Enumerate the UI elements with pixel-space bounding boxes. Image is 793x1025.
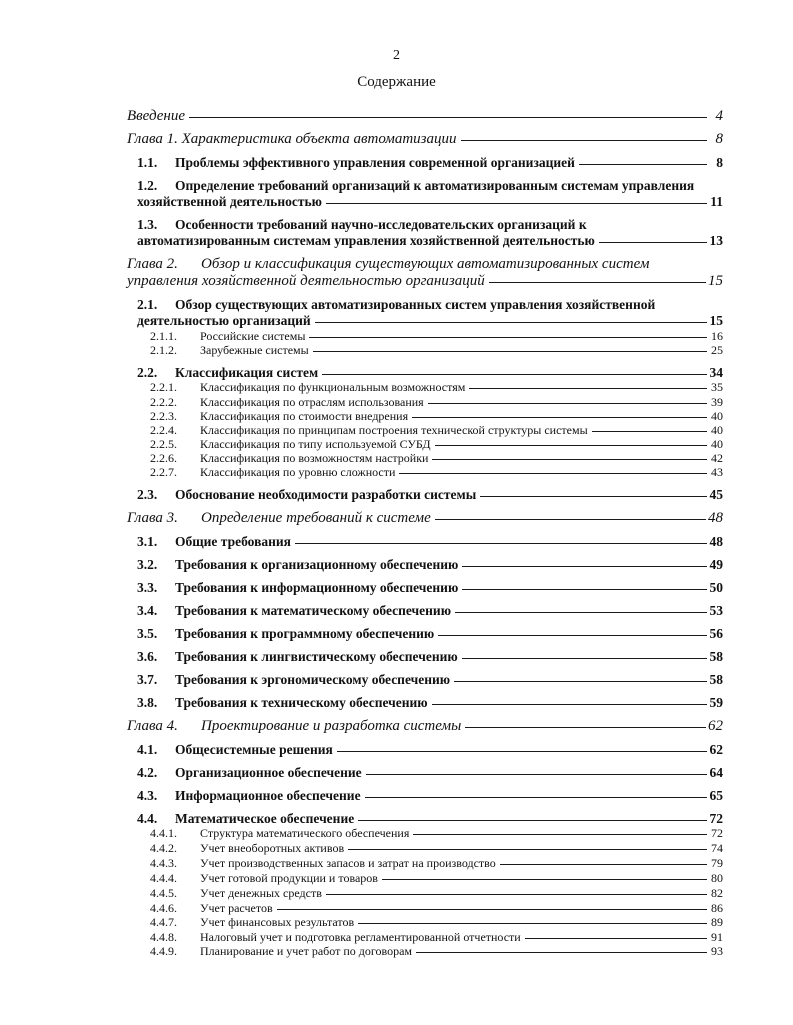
entry-page: 25 — [711, 343, 723, 357]
leader-line — [326, 894, 707, 895]
entry-page: 15 — [708, 273, 723, 289]
entry-title: Общие требования — [175, 534, 291, 549]
entry-title: Требования к математическому обеспечению — [175, 603, 452, 618]
entry-title: Требования к лингвистическому обеспечению — [175, 649, 458, 664]
entry-number: 4.4.9. — [150, 944, 177, 958]
entry-title: Учет расчетов — [200, 901, 273, 915]
entry-title: Обзор и классификация существующих автоматизированных систем — [201, 256, 650, 272]
entry-page: 74 — [711, 841, 723, 855]
entry-title: Общесистемные решения — [175, 742, 333, 757]
entry-number: 3.7. — [137, 672, 158, 687]
entry-title: Учет денежных средств — [200, 886, 322, 900]
entry-page: 56 — [709, 626, 723, 641]
entry-number: 4.4.4. — [150, 871, 177, 885]
leader-line — [435, 519, 706, 520]
leader-line — [416, 952, 707, 953]
entry-number: 1.3. — [137, 217, 158, 232]
entry-page: 49 — [709, 557, 723, 572]
entry-title-cont: деятельностью организаций — [137, 313, 311, 328]
leader-line — [358, 820, 707, 821]
entry-number: 4.4.7. — [150, 915, 177, 929]
entry-title: Классификация по стоимости внедрения — [200, 409, 409, 423]
entry-title: Классификация систем — [175, 365, 319, 380]
entry-page: 40 — [711, 437, 723, 451]
leader-line — [337, 751, 707, 752]
entry-number: 4.4.6. — [150, 901, 177, 915]
entry-number: 2.2.3. — [150, 409, 177, 423]
leader-line — [428, 403, 707, 404]
entry-page: 42 — [711, 451, 723, 465]
entry-title-cont: автоматизированным системам управления хозяйственной деятельностью — [137, 233, 595, 248]
entry-number: 3.5. — [137, 626, 158, 641]
entry-page: 11 — [710, 194, 723, 209]
leader-line — [525, 938, 707, 939]
entry-number: 3.3. — [137, 580, 158, 595]
entry-title: Классификация по отраслям использования — [200, 395, 424, 409]
leader-line — [462, 589, 707, 590]
leader-line — [432, 704, 707, 705]
entry-title: Глава 1. Характеристика объекта автоматизации — [127, 131, 457, 147]
entry-number: 4.4.2. — [150, 841, 177, 855]
entry-title-cont: управления хозяйственной деятельностью организаций — [127, 273, 485, 289]
entry-number: 2.2.2. — [150, 395, 177, 409]
entry-page: 8 — [716, 155, 723, 170]
entry-title: Обзор существующих автоматизированных систем управления хозяйственной — [175, 297, 656, 312]
entry-title: Информационное обеспечение — [175, 788, 361, 803]
leader-line — [480, 496, 707, 497]
leader-line — [309, 337, 707, 338]
entry-page: 45 — [709, 487, 723, 502]
leader-line — [413, 834, 707, 835]
entry-title: Учет производственных запасов и затрат на производство — [200, 856, 496, 870]
leader-line — [599, 242, 707, 243]
entry-page: 4 — [715, 108, 723, 124]
entry-title: Зарубежные системы — [200, 343, 309, 357]
entry-number: 2.1.1. — [150, 329, 177, 343]
entry-number: 3.8. — [137, 695, 158, 710]
entry-page: 65 — [709, 788, 723, 803]
leader-line — [322, 374, 707, 375]
entry-page: 62 — [708, 718, 723, 734]
entry-title: Организационное обеспечение — [175, 765, 362, 780]
entry-page: 40 — [711, 409, 723, 423]
leader-line — [500, 864, 707, 865]
entry-title: Классификация по функциональным возможностям — [200, 380, 466, 394]
entry-page: 50 — [709, 580, 723, 595]
entry-title: Классификация по возможностям настройки — [200, 451, 429, 465]
page-number: 2 — [393, 48, 400, 63]
entry-page: 86 — [711, 901, 723, 915]
entry-page: 72 — [709, 811, 723, 826]
entry-number: 2.2.1. — [150, 380, 177, 394]
leader-line — [455, 612, 707, 613]
leader-line — [579, 164, 707, 165]
entry-number: 4.4.1. — [150, 826, 177, 840]
entry-title: Структура математического обеспечения — [200, 826, 410, 840]
entry-page: 62 — [709, 742, 723, 757]
entry-number: 4.4.5. — [150, 886, 177, 900]
entry-title: Обоснование необходимости разработки системы — [175, 487, 477, 502]
entry-title: Требования к организационному обеспечению — [175, 557, 459, 572]
entry-page: 64 — [709, 765, 723, 780]
entry-number: 2.2.5. — [150, 437, 177, 451]
entry-title: Классификация по уровню сложности — [200, 465, 396, 479]
leader-line — [461, 140, 707, 141]
leader-line — [435, 445, 707, 446]
entry-page: 79 — [711, 856, 723, 870]
leader-line — [366, 774, 707, 775]
leader-line — [315, 322, 707, 323]
entry-page: 39 — [711, 395, 723, 409]
entry-page: 82 — [711, 886, 723, 900]
entry-page: 89 — [711, 915, 723, 929]
entry-number: 3.1. — [137, 534, 158, 549]
entry-page: 34 — [709, 365, 723, 380]
leader-line — [313, 351, 707, 352]
entry-page: 53 — [709, 603, 723, 618]
leader-line — [365, 797, 707, 798]
entry-title: Налоговый учет и подготовка регламентированной отчетности — [200, 930, 521, 944]
leader-line — [189, 117, 707, 118]
entry-title: Планирование и учет работ по договорам — [200, 944, 413, 958]
entry-number: 4.2. — [137, 765, 158, 780]
entry-number: 2.1.2. — [150, 343, 177, 357]
leader-line — [432, 459, 707, 460]
entry-page: 72 — [711, 826, 723, 840]
entry-number: 4.4.3. — [150, 856, 177, 870]
entry-title: Требования к эргономическому обеспечению — [175, 672, 451, 687]
entry-page: 93 — [711, 944, 723, 958]
entry-title: Учет готовой продукции и товаров — [200, 871, 378, 885]
entry-page: 58 — [709, 649, 723, 664]
entry-number: 2.2.7. — [150, 465, 177, 479]
entry-title: Учет финансовых результатов — [200, 915, 355, 929]
entry-number: Глава 4. — [127, 718, 178, 734]
entry-title: Определение требований к системе — [201, 510, 431, 526]
entry-title: Математическое обеспечение — [175, 811, 355, 826]
entry-number: 1.1. — [137, 155, 158, 170]
entry-number: 2.2. — [137, 365, 158, 380]
leader-line — [382, 879, 707, 880]
leader-line — [465, 727, 706, 728]
entry-page: 48 — [709, 534, 723, 549]
entry-number: 2.2.6. — [150, 451, 177, 465]
leader-line — [438, 635, 707, 636]
entry-page: 59 — [709, 695, 723, 710]
entry-page: 48 — [708, 510, 723, 526]
entry-title: Требования к техническому обеспечению — [175, 695, 428, 710]
entry-number: Глава 2. — [127, 256, 178, 272]
leader-line — [592, 431, 707, 432]
entry-number: 3.6. — [137, 649, 158, 664]
entry-number: 4.4. — [137, 811, 158, 826]
leader-line — [462, 566, 707, 567]
entry-page: 8 — [715, 131, 723, 147]
entry-title: Российские системы — [200, 329, 306, 343]
entry-page: 58 — [709, 672, 723, 687]
entry-title: Введение — [127, 108, 185, 124]
entry-number: 2.3. — [137, 487, 158, 502]
entry-title: Требования к программному обеспечению — [175, 626, 435, 641]
entry-number: 2.2.4. — [150, 423, 177, 437]
entry-number: 4.1. — [137, 742, 158, 757]
entry-page: 40 — [711, 423, 723, 437]
entry-page: 91 — [711, 930, 723, 944]
page-title: Содержание — [357, 74, 436, 90]
entry-title: Проблемы эффективного управления современной организацией — [175, 155, 575, 170]
entry-page: 43 — [711, 465, 723, 479]
entry-page: 16 — [711, 329, 723, 343]
entry-title: Проектирование и разработка системы — [201, 718, 462, 734]
leader-line — [295, 543, 707, 544]
entry-page: 15 — [709, 313, 723, 328]
entry-number: 4.3. — [137, 788, 158, 803]
leader-line — [277, 909, 707, 910]
entry-title: Требования к информационному обеспечению — [175, 580, 459, 595]
entry-title: Определение требований организаций к автоматизированным системам управления — [175, 178, 695, 193]
entry-title: Особенности требований научно-исследовательских организаций к — [175, 217, 587, 232]
entry-title: Классификация по принципам построения технической структуры системы — [200, 423, 588, 437]
entry-number: 1.2. — [137, 178, 158, 193]
leader-line — [469, 388, 707, 389]
leader-line — [462, 658, 707, 659]
entry-title-cont: хозяйственной деятельностью — [137, 194, 322, 209]
leader-line — [326, 203, 707, 204]
entry-number: Глава 3. — [127, 510, 178, 526]
entry-page: 35 — [711, 380, 723, 394]
entry-title: Учет внеоборотных активов — [200, 841, 345, 855]
leader-line — [348, 849, 707, 850]
leader-line — [489, 282, 706, 283]
leader-line — [358, 923, 707, 924]
entry-page: 13 — [709, 233, 723, 248]
leader-line — [454, 681, 707, 682]
entry-page: 80 — [711, 871, 723, 885]
entry-number: 3.2. — [137, 557, 158, 572]
leader-line — [399, 473, 707, 474]
entry-number: 4.4.8. — [150, 930, 177, 944]
entry-number: 3.4. — [137, 603, 158, 618]
entry-title: Классификация по типу используемой СУБД — [200, 437, 431, 451]
entry-number: 2.1. — [137, 297, 158, 312]
leader-line — [412, 417, 707, 418]
